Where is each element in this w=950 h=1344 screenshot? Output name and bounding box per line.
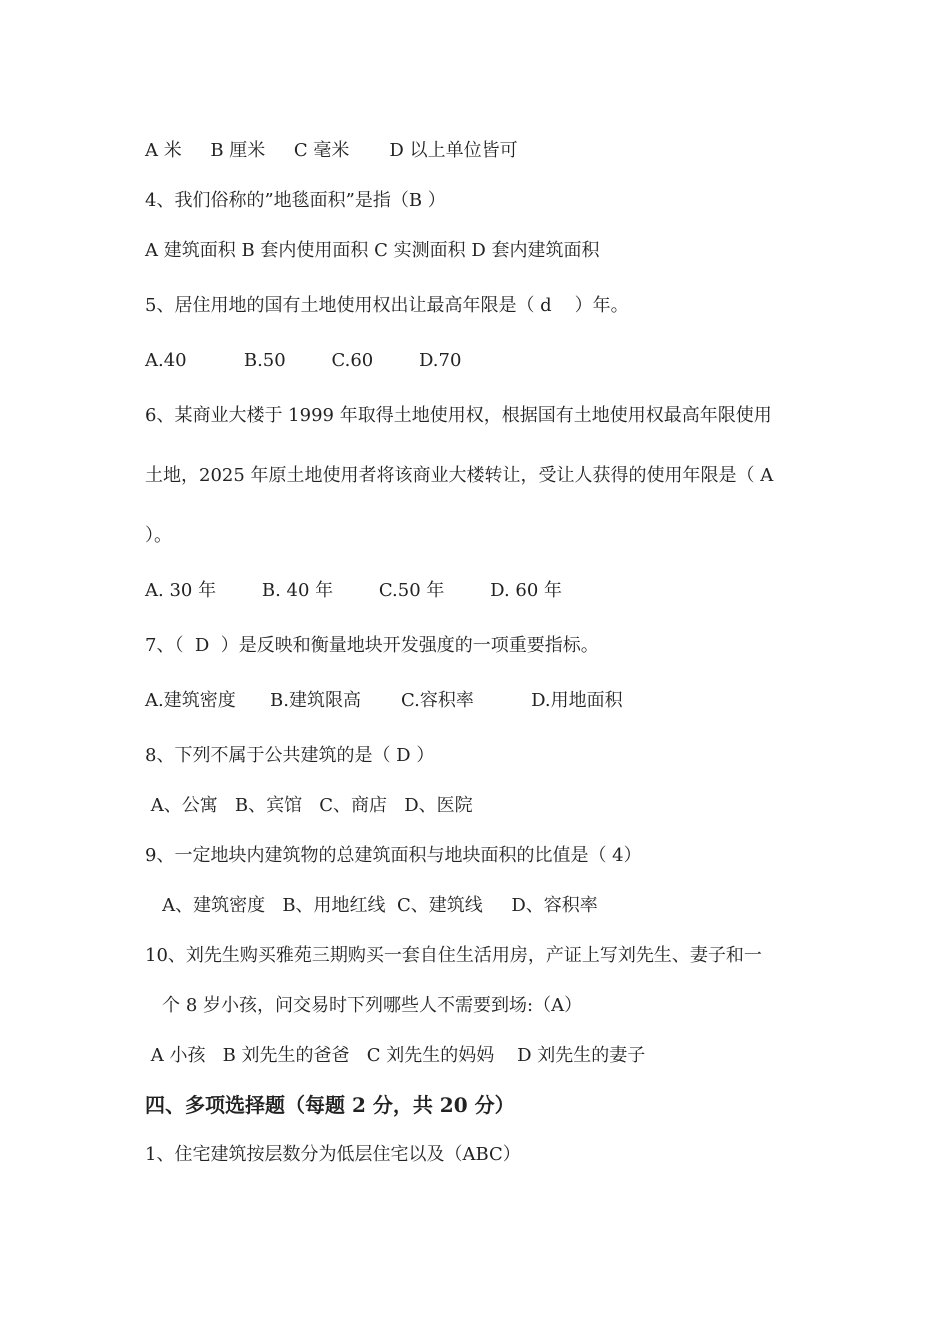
answer-options-q8: A、公寓 B、宾馆 C、商店 D、医院 xyxy=(145,795,473,816)
answer-options-q5: A.40 B.50 C.60 D.70 xyxy=(145,350,462,371)
question-6-line-3: ）。 xyxy=(145,525,172,546)
answer-options-q4: A 建筑面积 B 套内使用面积 C 实测面积 D 套内建筑面积 xyxy=(145,240,600,261)
question-6-line-2: 土地，2025 年原土地使用者将该商业大楼转让，受让人获得的使用年限是（ A xyxy=(145,465,774,486)
answer-options-q6: A. 30 年 B. 40 年 C.50 年 D. 60 年 xyxy=(145,580,563,601)
multi-question-1: 1、住宅建筑按层数分为低层住宅以及（ABC） xyxy=(145,1144,521,1165)
answer-options-q10: A 小孩 B 刘先生的爸爸 C 刘先生的妈妈 D 刘先生的妻子 xyxy=(145,1045,646,1066)
question-9: 9、一定地块内建筑物的总建筑面积与地块面积的比值是（ 4） xyxy=(145,845,642,866)
question-10-line-2: 个 8 岁小孩，问交易时下列哪些人不需要到场:（A） xyxy=(145,995,583,1016)
answer-options-q7: A.建筑密度 B.建筑限高 C.容积率 D.用地面积 xyxy=(145,690,623,711)
question-4: 4、我们俗称的”地毯面积”是指（B ） xyxy=(145,190,446,211)
question-5: 5、居住用地的国有土地使用权出让最高年限是（ d ）年。 xyxy=(145,295,629,316)
answer-options-units: A 米 B 厘米 C 毫米 D 以上单位皆可 xyxy=(145,140,518,161)
question-8: 8、下列不属于公共建筑的是（ D ） xyxy=(145,745,435,766)
question-7: 7、（ D ）是反映和衡量地块开发强度的一项重要指标。 xyxy=(145,635,599,656)
question-6-line-1: 6、某商业大楼于 1999 年取得土地使用权，根据国有土地使用权最高年限使用 xyxy=(145,405,772,426)
answer-options-q9: A、建筑密度 B、用地红线 C、建筑线 D、容积率 xyxy=(145,895,598,916)
question-10-line-1: 10、刘先生购买雅苑三期购买一套自住生活用房，产证上写刘先生、妻子和一 xyxy=(145,945,762,966)
section-heading-multiple-choice: 四、多项选择题（每题 2 分，共 20 分） xyxy=(145,1093,515,1117)
